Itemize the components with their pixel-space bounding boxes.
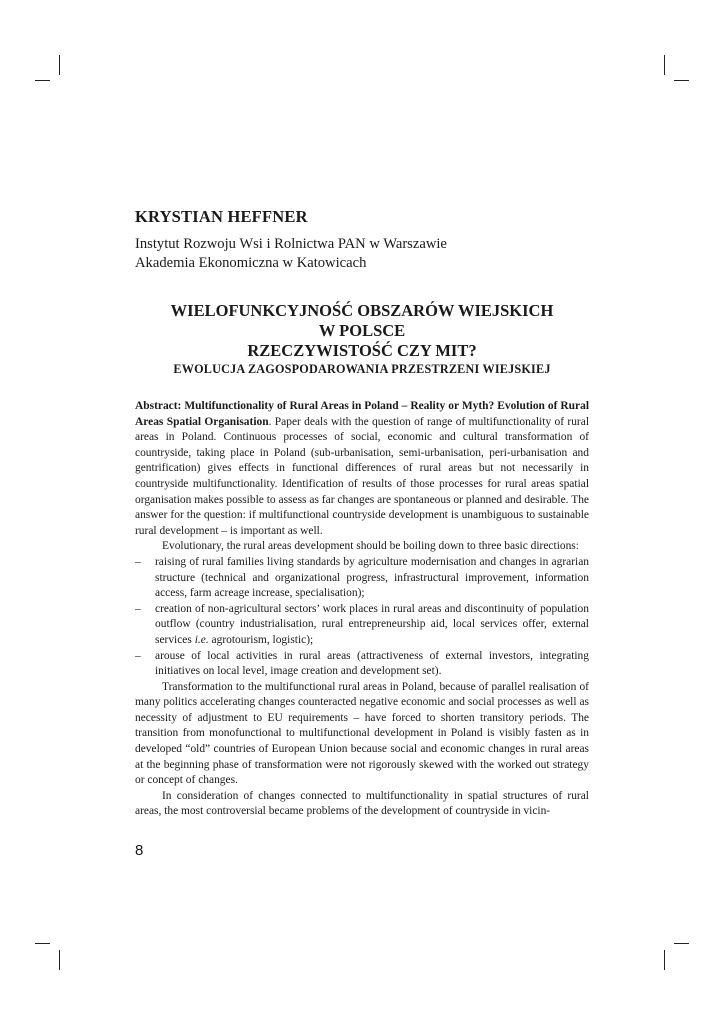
title-line: WIELOFUNKCYJNOŚĆ OBSZARÓW WIEJSKICH	[170, 301, 554, 320]
abstract-text: . Paper deals with the question of range of multifunctionality of rural areas in Poland. Continuous processes of social, economic and cultural transformation of countryside, taking place in Poland (sub-urbanisation, semi-urbanisation, peri-urbanisation and gentrification) gives effects in functional differences of rural areas but not necessarily in countryside multifunctionality. Identification of results of those processes for rural areas spatial organisation makes possible to assess as far changes are spontaneous or planned and desirable. The answer for the question: if multifunctional countryside development is unambiguous to sustainable rural development – is important as well.	[135, 415, 589, 537]
abstract-paragraph	[135, 399, 589, 539]
directions-list	[135, 555, 589, 680]
list-item-italic: i.e.	[194, 633, 209, 646]
list-dash: –	[135, 602, 141, 615]
list-item-text-after: agrotourism, logistic);	[208, 633, 314, 646]
affiliation-line: Instytut Rozwoju Wsi i Rolnictwa PAN w Warszawie	[135, 236, 447, 252]
title-line: RZECZYWISTOŚĆ CZY MIT?	[247, 341, 477, 360]
crop-mark-top-left-v	[59, 55, 60, 75]
crop-mark-bottom-right-v	[664, 950, 665, 970]
paragraph-consideration: In consideration of changes connected to multifunctionality in spatial structures of rural areas, the most controversial became problems of the development of countryside in vicin-	[135, 789, 589, 818]
crop-mark-top-right-v	[664, 55, 665, 75]
affiliation-line: Akademia Ekonomiczna w Katowicach	[135, 255, 367, 271]
crop-mark-bottom-right-h	[674, 943, 689, 944]
abstract-heading: Abstract: Multifunctionality of Rural Areas in Poland – Reality or Myth? Evolution of Rural Areas Spatial Organisation	[135, 400, 589, 428]
crop-mark-top-right-h	[674, 80, 689, 81]
crop-mark-bottom-left-h	[35, 943, 50, 944]
body-text	[135, 399, 589, 820]
list-dash: –	[135, 555, 141, 568]
title-line: W POLSCE	[318, 321, 406, 340]
list-item	[135, 649, 589, 680]
crop-mark-top-left-h	[35, 80, 50, 81]
paper-subtitle: EWOLUCJA ZAGOSPODAROWANIA PRZESTRZENI WIEJSKIEJ	[173, 362, 551, 376]
affiliations	[135, 235, 447, 273]
list-dash: –	[135, 649, 141, 662]
list-item-text: creation of non-agricultural sectors’ work places in rural areas and discontinuity of population outflow (country industrialisation, rural entrepreneurship aid, local services offer, external services	[155, 602, 589, 646]
paper-title	[135, 301, 589, 361]
list-item	[135, 555, 589, 602]
list-item-text: arouse of local activities in rural areas (attractiveness of external investors, integrating initiatives on local level, image creation and development set).	[155, 649, 589, 678]
list-item-text: raising of rural families living standards by agriculture modernisation and changes in agrarian structure (technical and organizational progress, infrastructural improvement, information access, farm acreage increase, specialisation);	[155, 555, 589, 600]
paragraph-evolution: Evolutionary, the rural areas development should be boiling down to three basic directions:	[162, 540, 579, 553]
crop-mark-bottom-left-v	[59, 950, 60, 970]
author-name: KRYSTIAN HEFFNER	[135, 207, 308, 226]
paragraph-transformation: Transformation to the multifunctional rural areas in Poland, because of parallel realisation of many politics accelerating changes counteracted negative economic and social processes as well as necessity of adjustment to EU requirements – have forced to shorten transitory periods. The transition from monofunctional to multifunctional development in Poland is visibly fasten as in developed “old” countries of European Union because social and economic changes in rural areas at the beginning phase of transformation were not rigorously skewed with the worked out strategy or concept of changes.	[135, 680, 589, 787]
list-item	[135, 602, 589, 649]
page-number: 8	[135, 842, 144, 859]
